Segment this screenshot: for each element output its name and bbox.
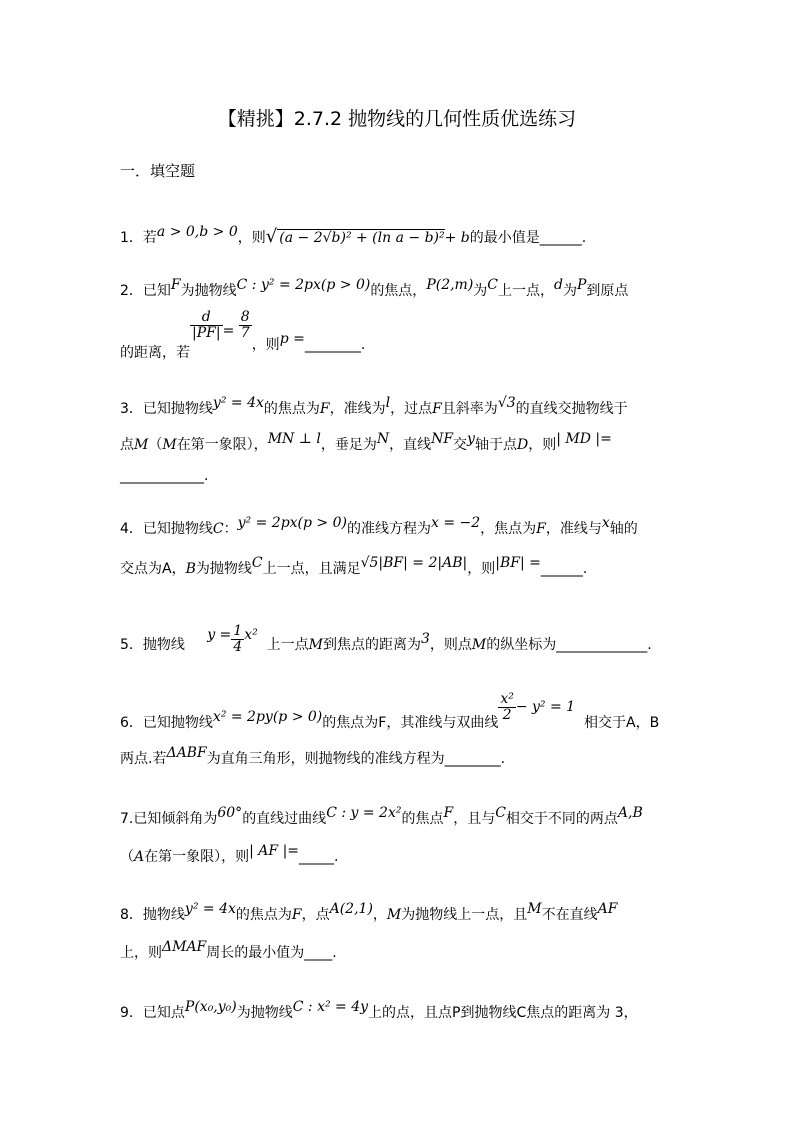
page-title: 【精挑】2.7.2 抛物线的几何性质优选练习 [217,108,577,130]
fraction: $\frac{d}{|PF|}$ [192,309,221,341]
sqrt-sign: √ [265,226,278,247]
question-4-line-1: 4．已知抛物线C：y² = 2px(p > 0)的准线方程为x = −2，焦点为F，准线与x轴的 [120,515,638,537]
question-4-line-2: 交点为A，B为抛物线C上一点，且满足√5|BF| = 2|AB|，则|BF| =______. [120,555,588,577]
question-6-line-2: 两点.若ΔABF为直角三角形，则抛物线的准线方程为________. [120,745,506,767]
question-9: 9．已知点P(x₀,y₀)为抛物线C : x² = 4y上的点，且点P到抛物线C焦点的距离为 3， [120,999,638,1021]
question-5: 5．抛物线 y = $\frac{1}{4}$ x² 上一点M到焦点的距离为3，则点M的纵坐标为_____________. [120,623,652,655]
question-3-line-3: ____________. [120,468,209,484]
fraction: $\frac{8}{7}$ [240,309,250,341]
question-8-line-1: 8．抛物线y² = 4x的焦点为F，点A(2,1)，M为抛物线上一点，且M不在直线AF [120,901,618,923]
question-7-line-1: 7.已知倾斜角为60°的直线过曲线C : y = 2x²的焦点F，且与C相交于不同的两点A,B [120,805,643,827]
fraction: $\frac{1}{4}$ [233,623,243,655]
fraction: $\frac{\text{x²}}{2}$ [500,691,514,723]
question-6-line-1: 6．已知抛物线x² = 2py(p > 0)的焦点为F，其准线与双曲线 $\frac{\text{x²}}{2}$ − y² = 1 相交于A，B [120,691,660,732]
question-2-line-2: 的距离，若 $\frac{d}{|PF|}$ = $\frac{8}{7}$ ，则p =________. [120,309,366,362]
question-8-line-2: 上，则ΔMAF周长的最小值为____. [120,939,337,961]
question-2-line-1: 2．已知F为抛物线C : y² = 2px(p > 0)的焦点，P(2,m)为C上一点，d为P到原点 [120,277,629,299]
question-7-line-2: （A在第一象限），则| AF |=_____. [120,843,339,865]
question-3-line-1: 3．已知抛物线y² = 4x的焦点为F，准线为l，过点F且斜率为√3的直线交抛物线于 [120,395,628,417]
section-heading: 一．填空题 [120,162,196,180]
question-1: 1．若a > 0,b > 0，则√ (a − 2√b)² + (ln a − b)²+ b的最小值是______. [120,224,587,247]
question-3-line-2: 点M（M在第一象限），MN ⊥ l，垂足为N，直线NF交y轴于点D，则| MD |= [120,431,612,453]
